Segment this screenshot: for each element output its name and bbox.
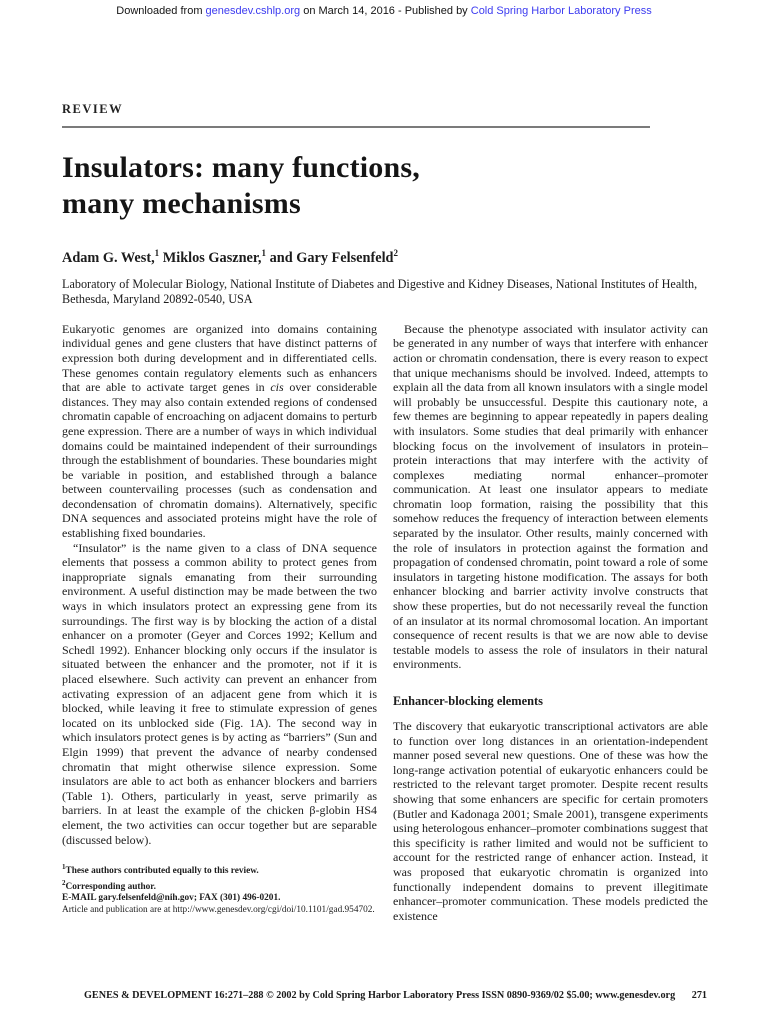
banner-middle: on March 14, 2016 - Published by (300, 5, 471, 17)
author-1-superscript: 1 (154, 248, 160, 258)
paragraph-insulator-definition: “Insulator” is the name given to a class of DNA sequence elements that possess a common ability to protect genes from inappropriate signals emanating from their surrounding environment. A useful distinction may be made between the two ways in which insulators protect an expressing gene from its surroundings. The first way is by blocking the action of a distal enhancer on a promoter (Geyer and Corces 1992; Kellum and Schedl 1992). Enhancer blocking only occurs if the insulator is situated between the enhancer and the promoter, not if it is placed elsewhere. Such activity can prevent an enhancer from activating expression of an adjacent gene from which it is blocked, while leaving it free to stimulate expression of genes located on its unblocked side (Fig. 1A). The second way in which insulators protect genes is by acting as “barriers” (Sun and Elgin 1999) that prevent the advance of nearby condensed chromatin that might otherwise silence expression. Some insulators are able to act both as enhancer blockers and barriers (Table 1). Others, particularly in yeast, serve primarily as barriers. In at least the example of the chicken β-globin HS4 element, the two activities can occur together but are separable (discussed below). (62, 540, 377, 847)
footnote-2-text: Corresponding author. (65, 881, 156, 892)
section-heading-enhancer-blocking: Enhancer-blocking elements (393, 694, 543, 709)
paper-title (62, 150, 709, 222)
banner-prefix: Downloaded from (116, 5, 206, 17)
title-line-1: Insulators: many functions, (62, 151, 420, 184)
footnote-email-fax: E-MAIL gary.felsenfeld@nih.gov; FAX (301) 496-0201. (62, 893, 281, 904)
banner-link-cshl-press[interactable]: Cold Spring Harbor Laboratory Press (470, 5, 652, 17)
author-2-superscript: 1 (261, 248, 267, 258)
page-number: 271 (691, 990, 707, 1001)
paragraph-intro-part-2: over considerable distances. They may also contain extended regions of condensed chromatin capable of encroaching on adjacent domains to perturb gene expression. There are a number of ways in which individual domains could be maintained independent of their surroundings through the establishment of boundaries. These boundaries might be variable in position, and established through a balance between countervailing processes (such as condensation and decondensation of chromatin domains). Alternatively, specific DNA sequences and associated proteins might have the role of establishing fixed boundaries. (62, 380, 377, 541)
footnote-equal-contribution (62, 862, 377, 878)
footnote-1-superscript: 1 (62, 863, 66, 872)
footnotes (62, 862, 377, 916)
title-line-2: many mechanisms (62, 187, 301, 220)
article-page (62, 0, 709, 987)
paragraph-intro-part-1: Eukaryotic genomes are organized into domains containing individual genes and gene clusters that have distinct patterns of expression both during development and in differentiated cells. These genomes contain regulatory elements such as enhancers that are able to activate target genes in (62, 321, 377, 395)
cis-italic-term: cis (270, 380, 284, 395)
page-footer (62, 990, 709, 1001)
authors-line (62, 248, 709, 267)
footnote-article-doi: Article and publication are at http://www.genesdev.org/cgi/doi/10.1101/gad.954702. (62, 904, 375, 915)
author-name-3: and Gary Felsenfeld (269, 249, 394, 266)
kicker-divider (62, 126, 650, 128)
journal-citation: GENES & DEVELOPMENT 16:271–288 © 2002 by Cold Spring Harbor Laboratory Press ISSN 0890-9369/02 $5.00; www.genesdev.org (84, 990, 676, 1001)
author-name-2: Miklos Gaszner, (162, 249, 262, 266)
author-3-superscript: 2 (393, 248, 398, 258)
paragraph-phenotype: Because the phenotype associated with insulator activity can be generated in any number of ways that interfere with enhancer action or chromatin condensation, there is every reason to expect that unique mechanisms should be involved. Indeed, attempts to explain all the data from all known insulators with a single model will probably be unsuccessful. Despite this cautionary note, a few themes are beginning to appear repeatedly in papers dealing with insulators. Some studies that deal primarily with enhancer blocking focus on the involvement of insulators in protein–protein interactions that may interfere with the activity of complexes mediating normal enhancer–promoter communication. At least one insulator appears to mediate chromatin loop formation, raising the possibility that this somehow reduces the frequency of interaction between elements separated by the insulator. Other results, mainly concerned with the role of insulators in protection against the formation and propagation of condensed chromatin, point toward a role of some insulators in targeting histone modification. The assays for both enhancer blocking and barrier activity involve constructs that show these properties, but do not necessarily reveal the function of an insulator at its normal chromosomal location. An important consequence of recent results is that we are now able to devise testable models to assess the role of insulators in their natural environments. (393, 321, 708, 672)
right-column (393, 322, 708, 987)
left-column (62, 322, 377, 987)
paragraph-intro (62, 322, 377, 541)
two-column-body (62, 322, 709, 987)
footnote-corresponding-author (62, 878, 377, 894)
footnote-1-text: These authors contributed equally to this review. (65, 866, 259, 877)
banner-link-genesdev[interactable]: genesdev.cshlp.org (205, 5, 301, 17)
affiliation: Laboratory of Molecular Biology, National Institute of Diabetes and Digestive and Kidney Diseases, National Institutes of Health, Bethesda, Maryland 20892-0540, USA (62, 276, 698, 307)
review-kicker: REVIEW (62, 102, 124, 116)
paragraph-discovery: The discovery that eukaryotic transcriptional activators are able to function over long distances in an orientation-independent manner posed several new questions. One of these was how the long-range activation potential of eukaryotic enhancers could be restricted to the relevant target promoter. Despite recent results showing that some enhancers are specific for certain promoters (Butler and Kadonaga 2001; Smale 2001), transgene experiments using heterologous enhancer–promoter combinations suggest that this specificity is rather limited and would not be sufficient to account for the restricted range of enhancer action. Instead, it was proposed that eukaryotic chromatin is organized into functionally independent domains to prevent illegitimate enhancer–promoter communication. These models predicted the existence (393, 719, 708, 923)
author-name-1: Adam G. West, (62, 249, 155, 266)
footnote-2-superscript: 2 (62, 878, 66, 887)
